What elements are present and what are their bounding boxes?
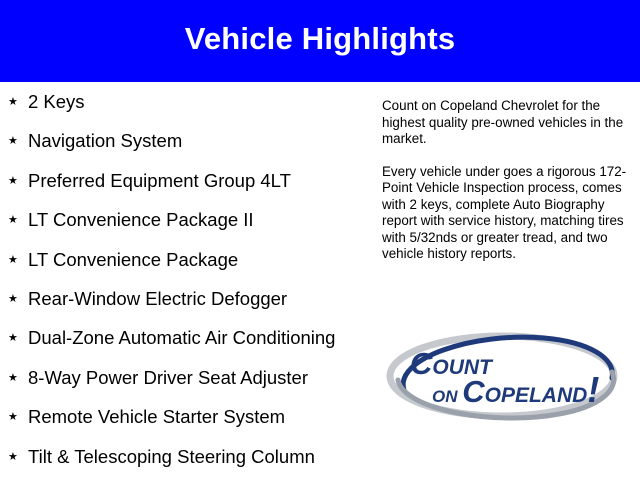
star-icon: ★ [8,252,18,266]
list-item [8,287,358,326]
feature-list [8,90,358,480]
feature-label: LT Convenience Package [28,248,239,270]
list-item [8,90,358,129]
feature-label: 2 Keys [28,91,85,112]
list-item [8,208,358,247]
feature-label: 8-Way Power Driver Seat Adjuster [28,366,308,388]
list-item [8,129,358,168]
feature-label: Preferred Equipment Group 4LT [28,169,291,191]
star-icon: ★ [8,213,18,227]
list-item [8,169,358,208]
header-banner [0,0,640,82]
list-item [8,445,358,480]
feature-label: Tilt & Telescoping Steering Column [28,445,315,467]
feature-label: Navigation System [28,130,183,152]
star-icon: ★ [8,291,18,305]
dealer-blurb [382,98,632,263]
feature-label: Rear-Window Electric Defogger [28,287,288,309]
feature-label: Remote Vehicle Starter System [28,406,286,428]
star-icon: ★ [8,449,18,463]
star-icon: ★ [8,134,18,148]
star-icon: ★ [8,331,18,345]
blurb-paragraph: Count on Copeland Chevrolet for the highest quality pre-owned vehicles in the market. [382,98,624,146]
list-item [8,405,358,444]
feature-label: Dual-Zone Automatic Air Conditioning [28,327,336,349]
logo-line-2: ON COPELAND! [432,369,600,410]
list-item [8,366,358,405]
star-icon: ★ [8,410,18,424]
page-title: Vehicle Highlights [184,21,456,56]
blurb-paragraph: Every vehicle under goes a rigorous 172-Point Vehicle Inspection process, comes with 2 keys, complete Auto Biography report with service history, matching tires with 5/32nds or greater tread, and two vehicle history reports. [382,163,627,261]
count-on-copeland-logo [384,328,624,426]
feature-label: LT Convenience Package II [28,209,254,231]
logo-line-1: COUNT [410,346,492,381]
star-icon: ★ [8,173,18,187]
list-item [8,248,358,287]
star-icon: ★ [8,370,18,384]
list-item [8,326,358,365]
star-icon: ★ [8,95,18,108]
